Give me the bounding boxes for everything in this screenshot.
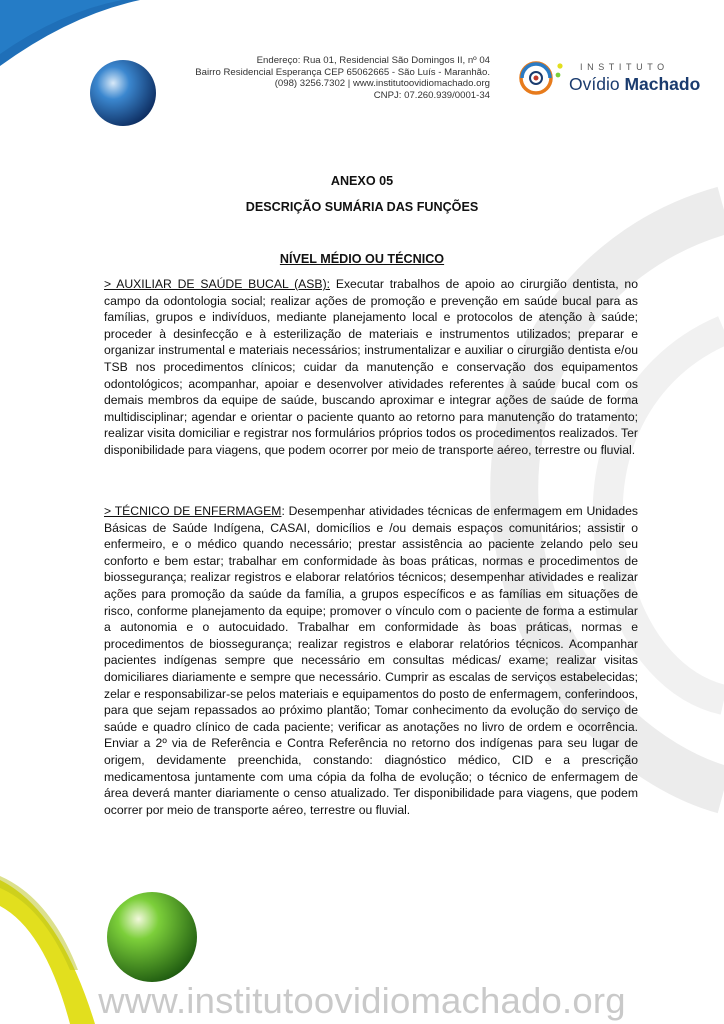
logo-small-text: INSTITUTO (580, 62, 669, 72)
contact-line: (098) 3256.7302 | www.institutoovidiomachado.org (274, 78, 490, 90)
green-sphere-shape (107, 892, 197, 982)
logo-name (569, 74, 700, 95)
footer-url-watermark: www.institutoovidiomachado.org (98, 980, 626, 1021)
section-title: DESCRIÇÃO SUMÁRIA DAS FUNÇÕES (245, 200, 479, 214)
blue-sphere-shape (90, 60, 156, 126)
cnpj-line: CNPJ: 07.260.939/0001-34 (373, 89, 490, 101)
address-line-2: Bairro Residencial Esperança CEP 65062665 - São Luís - Maranhão. (195, 66, 490, 78)
address-line-1: Endereço: Rua 01, Residencial São Domingos II, nº 04 (256, 55, 490, 66)
role-description-asb: Executar trabalhos de apoio ao cirurgião dentista, no campo da odontologia social; realizar ações de promoção e prevenção em saúde bucal para as famílias, grupos e indivíduos, mediante planejamento local e protocolos de atenção à saúde; proceder à desinfecção e à esterilização de materiais e instrumentos utilizados; preparar e organizar instrumental e materiais necessários; instrumentalizar e auxiliar o cirurgião dentista e/ou TSB nos procedimentos clínicos; cuidar da manutenção e conservação dos equipamentos odontológicos; acompanhar, apoiar e desenvolver atividades referentes à saúde bucal com os demais membros da equipe de saúde, buscando aproximar e integrar ações de saúde de forma multidisciplinar; agendar e orientar o paciente quanto ao retorno para manutenção do tratamento; realizar visita domiciliar e registrar nos formulários próprios todos os procedimentos realizados. Ter disponibilidade para viagens, que podem ocorrer por meio de transporte aéreo, terrestre ou fluvial. (104, 277, 638, 457)
top-left-decoration (0, 0, 170, 145)
role-paragraph-tecnico-enfermagem (104, 503, 638, 818)
role-term-asb: > AUXILIAR DE SAÚDE BUCAL (ASB): (104, 277, 331, 291)
level-heading: NÍVEL MÉDIO OU TÉCNICO (279, 252, 445, 266)
logo-name-bold: Machado (624, 74, 701, 94)
logo-emblem-icon (516, 58, 568, 98)
header-address-block (150, 55, 490, 101)
annex-title: ANEXO 05 (330, 174, 394, 188)
role-description-tecnico-enfermagem: : Desempenhar atividades técnicas de enfermagem em Unidades Básicas de Saúde Indígena, CASAI, domicílios e /ou demais espaços comunitários; assistir o enfermeiro, e o médico quando necessário; prestar assistência ao paciente zelando pelo seu conforto e bem estar; trabalhar em conformidade às boas práticas, normas e procedimentos de biossegurança; realizar registros e elaborar relatórios técnicos; desempenhar atividades e realizar ações para promoção da saúde da família, a grupos específicos e as famílias em situações de risco, conforme planejamento da equipe; promover o vínculo com o paciente de forma a estimular a autonomia e o autocuidado. Trabalhar em conformidade às boas práticas, normas e procedimentos de biossegurança; realizar registros e elaborar relatórios técnicos. Acompanhar pacientes indígenas sempre que necessário em consultas médicas/ exame; realizar visitas domiciliares diariamente e sempre que necessário. Cumprir as escalas de serviços estabelecidas; zelar e responsabilizar-se pelos materiais e equipamentos do posto de enfermagem, conferindoos, para que sejam repassados ao próximo plantão; Tomar conhecimento da evolução do serviço de saúde e quadro clínico de cada paciente; verificar as anotações no livro de ordem e ocorrência. Enviar a 2º via de Referência e Contra Referência no retorno dos indígenas para seu lugar de origem, devidamente preenchida, constando: diagnóstico médico, CID e a prescrição medicamentosa juntamente com uma cópia da folha de evolução; o técnico de enfermagem de área deverá manter diariamente o censo atualizado. Ter disponibilidade para viagens, que podem ocorrer por meio de transporte aéreo, terrestre ou fluvial. (104, 504, 638, 817)
role-term-tecnico-enfermagem: > TÉCNICO DE ENFERMAGEM (104, 504, 282, 518)
logo-name-regular: Ovídio (569, 74, 620, 94)
role-paragraph-asb (104, 276, 638, 459)
